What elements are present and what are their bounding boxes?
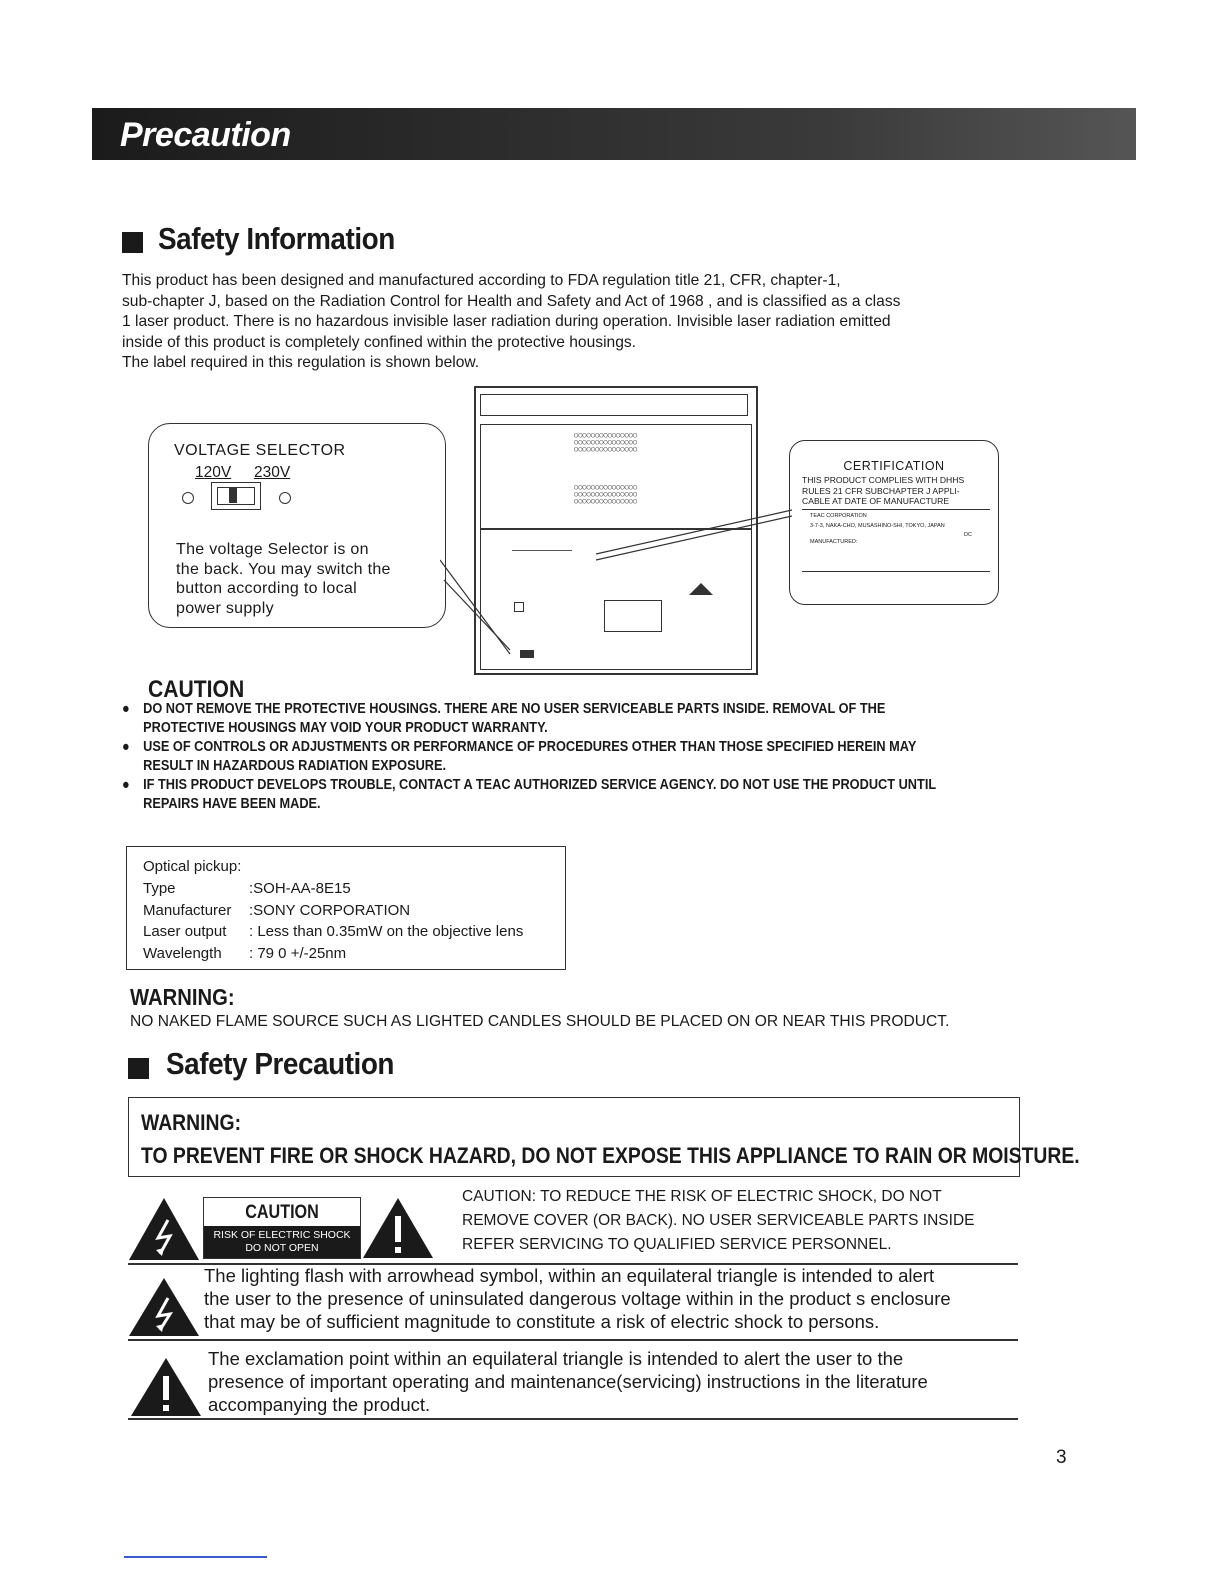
paragraph-line: This product has been designed and manufactured according to FDA regulation title 21, CFR, chapter-1, xyxy=(122,272,841,289)
caution-text-line: CAUTION: TO REDUCE THE RISK OF ELECTRIC SHOCK, DO NOT xyxy=(462,1188,942,1205)
caution-item: ● IF THIS PRODUCT DEVELOPS TROUBLE, CONTACT A TEAC AUTHORIZED SERVICE AGENCY. DO NOT USE THE PRODUCT UNTIL xyxy=(122,777,937,793)
warning-text: NO NAKED FLAME SOURCE SUCH AS LIGHTED CANDLES SHOULD BE PLACED ON OR NEAR THIS PRODUCT. xyxy=(130,1013,950,1030)
caution-heading: CAUTION xyxy=(148,676,245,703)
table-row: Type :SOH-AA-8E15 xyxy=(143,880,351,898)
warning-box-text: TO PREVENT FIRE OR SHOCK HAZARD, DO NOT EXPOSE THIS APPLIANCE TO RAIN OR MOISTURE. xyxy=(141,1143,1080,1168)
voltage-120-label: 120V xyxy=(195,464,232,481)
certification-line: CABLE AT DATE OF MANUFACTURE xyxy=(802,496,950,506)
exclamation-triangle-icon xyxy=(362,1196,434,1260)
exclamation-triangle-icon xyxy=(130,1356,202,1418)
warning-heading: WARNING: xyxy=(130,984,235,1010)
caution-item-continued: PROTECTIVE HOUSINGS MAY VOID YOUR PRODUCT WARRANTY. xyxy=(143,720,548,736)
voltage-selector-description xyxy=(176,540,391,618)
caution-item: ● USE OF CONTROLS OR ADJUSTMENTS OR PERFORMANCE OF PROCEDURES OTHER THAN THOSE SPECIFIED HEREIN MAY xyxy=(122,739,917,755)
caution-label xyxy=(203,1197,361,1259)
description-line: power supply xyxy=(176,599,274,617)
caution-text-line: REMOVE COVER (OR BACK). NO USER SERVICEABLE PARTS INSIDE xyxy=(462,1212,975,1229)
caution-item: ● DO NOT REMOVE THE PROTECTIVE HOUSINGS. THERE ARE NO USER SERVICEABLE PARTS INSIDE. REMOVAL OF THE xyxy=(122,701,886,717)
certification-callout xyxy=(789,440,999,605)
vent-holes: ○○○○○○○○○○○○○○○ ○○○○○○○○○○○○○○○ ○○○○○○○○○○○○○○○ xyxy=(574,483,638,505)
note-line: presence of important operating and maintenance(servicing) instructions in the literature xyxy=(208,1371,928,1392)
optical-pickup-box xyxy=(126,846,566,970)
caution-item-continued: RESULT IN HAZARDOUS RADIATION EXPOSURE. xyxy=(143,758,447,774)
certification-company: TEAC CORPORATION xyxy=(810,513,867,519)
voltage-230-label: 230V xyxy=(254,464,291,481)
note-line: the user to the presence of uninsulated dangerous voltage within in the product s enclosure xyxy=(204,1288,951,1309)
divider xyxy=(128,1418,1018,1420)
paragraph-line: sub-chapter J, based on the Radiation Control for Health and Safety and Act of 1968 , and is classified as a class xyxy=(122,292,901,310)
vent-holes: ○○○○○○○○○○○○○○○ ○○○○○○○○○○○○○○○ ○○○○○○○○○○○○○○○ xyxy=(574,431,638,453)
note-line: accompanying the product. xyxy=(208,1394,431,1415)
certification-title: CERTIFICATION xyxy=(843,459,945,473)
certification-address: 3-7-3, NAKA-CHO, MUSASHINO-SHI, TOKYO, JAPAN xyxy=(810,523,945,529)
certification-line: THIS PRODUCT COMPLIES WITH DHHS xyxy=(802,475,965,485)
caution-text-line: REFER SERVICING TO QUALIFIED SERVICE PERSONNEL. xyxy=(462,1236,892,1253)
voltage-selector-callout xyxy=(148,423,446,628)
page-number: 3 xyxy=(1056,1447,1067,1468)
description-line: button according to local xyxy=(176,580,357,597)
table-row: Manufacturer :SONY CORPORATION xyxy=(143,901,411,919)
circle-mark-icon xyxy=(182,492,194,504)
divider xyxy=(128,1339,1018,1341)
divider xyxy=(802,509,990,510)
safety-precaution-heading: Safety Precaution xyxy=(166,1046,395,1081)
footer-rule xyxy=(124,1556,267,1558)
description-line: The voltage Selector is on xyxy=(176,541,369,558)
safety-information-heading: Safety Information xyxy=(158,221,395,256)
section-bullet-square xyxy=(122,232,143,253)
safety-information-paragraph xyxy=(122,271,900,374)
lightning-triangle-icon xyxy=(128,1276,200,1338)
circle-mark-icon xyxy=(279,492,291,504)
lightning-triangle-icon xyxy=(128,1196,200,1262)
caution-list xyxy=(122,700,936,814)
optical-pickup-table xyxy=(143,878,523,964)
certification-text xyxy=(802,475,964,507)
paragraph-line: inside of this product is completely confined within the protective housings. xyxy=(122,333,637,351)
certification-line: RULES 21 CFR SUBCHAPTER J APPLI- xyxy=(802,485,960,496)
fire-shock-warning-box xyxy=(128,1097,1080,1177)
section-bullet-square xyxy=(128,1058,149,1079)
caution-label-title: CAUTION xyxy=(245,1202,319,1223)
note-line: The exclamation point within an equilateral triangle is intended to alert the user to the xyxy=(208,1348,904,1369)
certification-suffix: DC xyxy=(964,532,972,538)
caution-label-line2: DO NOT OPEN xyxy=(245,1242,319,1254)
table-row: Wavelength : 79 0 +/-25nm xyxy=(143,944,347,962)
optical-pickup-title: Optical pickup: xyxy=(143,858,242,875)
caution-label-text xyxy=(462,1185,974,1257)
exclamation-note xyxy=(208,1347,928,1416)
divider xyxy=(802,571,990,572)
note-line: The lighting flash with arrowhead symbol, within an equilateral triangle is intended to alert xyxy=(204,1265,935,1286)
lightning-note xyxy=(204,1264,951,1333)
panel-top-bar xyxy=(480,394,748,416)
caution-label-line1: RISK OF ELECTRIC SHOCK xyxy=(213,1229,351,1241)
certification-manufactured: MANUFACTURED: xyxy=(810,539,858,545)
paragraph-line: 1 laser product. There is no hazardous invisible laser radiation during operation. Invisible laser radiation emitted xyxy=(122,313,891,330)
caution-label-band xyxy=(204,1226,360,1258)
table-row: Laser output : Less than 0.35mW on the objective lens xyxy=(143,923,524,941)
warning-box-heading: WARNING: xyxy=(141,1110,242,1135)
header-banner xyxy=(92,108,1136,160)
voltage-switch-icon xyxy=(211,482,261,510)
callout-connectors xyxy=(440,470,820,670)
caution-item-continued: REPAIRS HAVE BEEN MADE. xyxy=(143,796,321,812)
page-title: Precaution xyxy=(120,116,291,154)
paragraph-line: The label required in this regulation is shown below. xyxy=(122,354,480,371)
voltage-selector-title: VOLTAGE SELECTOR xyxy=(174,442,346,459)
description-line: the back. You may switch the xyxy=(176,560,391,578)
note-line: that may be of sufficient magnitude to constitute a risk of electric shock to persons. xyxy=(204,1311,880,1332)
